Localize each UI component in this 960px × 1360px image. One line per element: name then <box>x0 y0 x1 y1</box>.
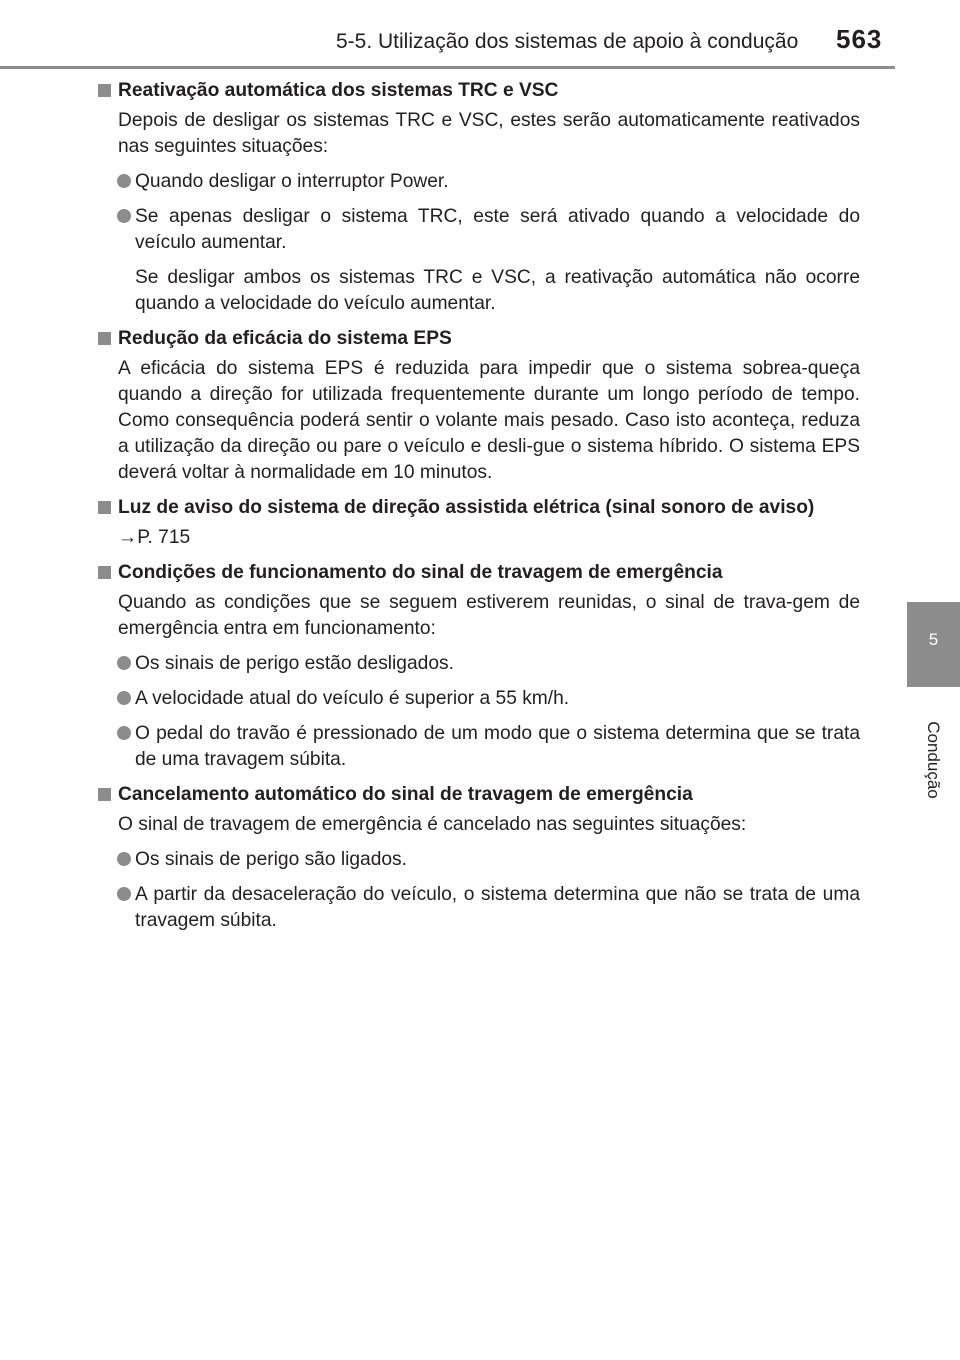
square-bullet-icon <box>98 788 111 801</box>
page-header <box>0 0 960 70</box>
round-bullet-icon <box>117 726 131 740</box>
page-reference-link[interactable]: →P. 715 <box>118 527 191 548</box>
square-bullet-icon <box>98 566 111 579</box>
list-item: A velocidade atual do veículo é superior a 55 km/h. <box>98 686 860 712</box>
round-bullet-icon <box>117 656 131 670</box>
square-bullet-icon <box>98 332 111 345</box>
paragraph: Quando as condições que se seguem estiverem reunidas, o sinal de trava-gem de emergência entra em funcionamento: <box>118 592 860 639</box>
list-item: Quando desligar o interruptor Power. <box>98 169 860 195</box>
list-item: Se apenas desligar o sistema TRC, este será ativado quando a velocidade do veículo aumentar. <box>98 204 860 256</box>
round-bullet-icon <box>117 852 131 866</box>
section-heading: Luz de aviso do sistema de direção assistida elétrica (sinal sonoro de aviso) <box>98 495 860 521</box>
list-item: A partir da desaceleração do veículo, o sistema determina que não se trata de uma travagem súbita. <box>98 882 860 934</box>
chapter-label: Condução <box>924 721 943 799</box>
section-heading: Reativação automática dos sistemas TRC e VSC <box>98 78 860 104</box>
page-content <box>98 78 860 943</box>
paragraph: Depois de desligar os sistemas TRC e VSC, estes serão automaticamente reativados nas seguintes situações: <box>118 110 860 157</box>
round-bullet-icon <box>117 174 131 188</box>
list-item: Os sinais de perigo estão desligados. <box>98 651 860 677</box>
paragraph: A eficácia do sistema EPS é reduzida para impedir que o sistema sobrea-queça quando a direção for utilizada frequentemente durante um longo período de tempo. Como consequência poderá sentir o volante mais pesado. Caso isto aconteça, reduza a utilização da direção ou pare o veículo e desli-gue o sistema híbrido. O sistema EPS deverá voltar à normalidade em 10 minutos. <box>118 358 860 483</box>
list-item: O pedal do travão é pressionado de um modo que o sistema determina que se trata de uma travagem súbita. <box>98 721 860 773</box>
section-heading: Redução da eficácia do sistema EPS <box>98 326 860 352</box>
header-divider <box>0 66 895 69</box>
square-bullet-icon <box>98 84 111 97</box>
round-bullet-icon <box>117 887 131 901</box>
section-heading: Cancelamento automático do sinal de travagem de emergência <box>98 782 860 808</box>
section-trc-vsc-reactivation <box>98 78 860 317</box>
chapter-number: 5 <box>928 630 939 649</box>
section-eps-warning-light <box>98 495 860 551</box>
section-eps-reduction <box>98 326 860 486</box>
round-bullet-icon <box>117 691 131 705</box>
paragraph-note: Se desligar ambos os sistemas TRC e VSC, a reativação automática não ocorre quando a velocidade do veículo aumentar. <box>135 267 860 314</box>
round-bullet-icon <box>117 209 131 223</box>
list-item: Os sinais de perigo são ligados. <box>98 847 860 873</box>
section-emergency-brake-signal-cancel <box>98 782 860 934</box>
square-bullet-icon <box>98 501 111 514</box>
section-emergency-brake-signal-conditions <box>98 560 860 773</box>
page-number: 563 <box>836 24 883 54</box>
paragraph: O sinal de travagem de emergência é cancelado nas seguintes situações: <box>118 814 747 835</box>
section-heading: Condições de funcionamento do sinal de travagem de emergência <box>98 560 860 586</box>
chapter-tab <box>907 602 960 687</box>
section-title: 5-5. Utilização dos sistemas de apoio à condução <box>336 30 799 53</box>
